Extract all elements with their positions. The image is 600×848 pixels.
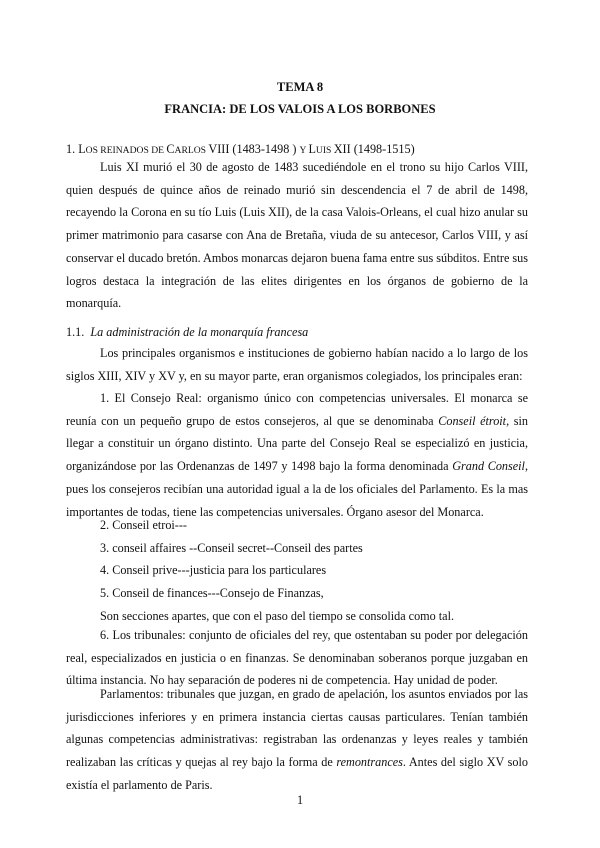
paragraph-tribunales: 6. Los tribunales: conjunto de oficiales del rey, que ostentaban su poder por delegación real, especializados en justicia o en finanzas. Se denominaban soberanos porque juzgaban en última instancia. No hay separación de poderes ni de competencia. Hay unidad de poder. <box>66 628 528 688</box>
page-number: 1 <box>296 793 304 807</box>
paragraph-reinados: Luis XI murió el 30 de agosto de 1483 sucediéndole en el trono su hijo Carlos VIII, quien después de quince años de reinado murió sin descendencia el 7 de abril de 1498, recayendo la Corona en su tío Luis (Luis XII), de la casa Valois-Orleans, el cual hizo anular su primer matrimonio para casarse con Ana de Bretaña, viuda de su antecesor, Carlos VIII, y así conservar el ducado bretón. Ambos monarcas dejaron buena fama entre sus súbditos. Entre sus logros destaca la integración de las elites dirigentes en los órganos de gobierno de la monarquía. <box>66 160 528 311</box>
paragraph-parlamentos: Parlamentos: tribunales que juzgan, en grado de apelación, los asuntos enviados por las jurisdicciones inferiores y en primera instancia ciertas causas particulares. Tenían también algunas competencias administrativas: registraban las ordenanzas y leyes reales y también realizaban las críticas y quejas al rey bajo la forma de remontrances. Antes del siglo XV solo existía el parlamento de Paris. <box>66 687 528 792</box>
paragraph-consejo-real: 1. El Consejo Real: organismo único con competencias universales. El monarca se reunía con un pequeño grupo de estos consejeros, al que se denominaba Conseil étroit, sin llegar a constituir un órgano distinto. Una parte del Consejo Real se especializó en justicia, organizándose por las Ordenanzas de 1497 y 1498 bajo la forma denominada Grand Conseil, pues los consejeros recibían una autoridad igual a la de los oficiales del Parlamento. Es la mas importantes de todas, tiene las competencias universales. Órgano asesor del Monarca. <box>66 391 528 519</box>
list-item: 3. conseil affaires --Conseil secret--Conseil des partes <box>100 541 363 555</box>
list-item: 4. Conseil prive---justicia para los particulares <box>100 563 327 577</box>
paragraph-intro: Los principales organismos e instituciones de gobierno habían nacido a lo largo de los siglos XIII, XIV y XV y, en su mayor parte, eran organismos colegiados, los principales eran: <box>66 346 528 383</box>
chapter-label: TEMA 8 <box>276 80 324 94</box>
chapter-title: FRANCIA: DE LOS VALOIS A LOS BORBONES <box>164 102 436 116</box>
list-item: 5. Conseil de finances---Consejo de Finanzas, <box>100 586 324 600</box>
section-heading-1: 1. LOS REINADOS DE CARLOS VIII (1483-1498 ) Y LUIS XII (1498-1515) <box>66 142 415 156</box>
list-item: Son secciones apartes, que con el paso del tiempo se consolida como tal. <box>100 609 455 623</box>
subsection-number: 1.1. <box>66 325 85 339</box>
section-number: 1. <box>66 142 76 156</box>
section-heading-1-1 <box>66 325 308 340</box>
subsection-title: La administración de la monarquía francesa <box>90 325 309 339</box>
list-item: 2. Conseil etroi--- <box>100 518 187 532</box>
